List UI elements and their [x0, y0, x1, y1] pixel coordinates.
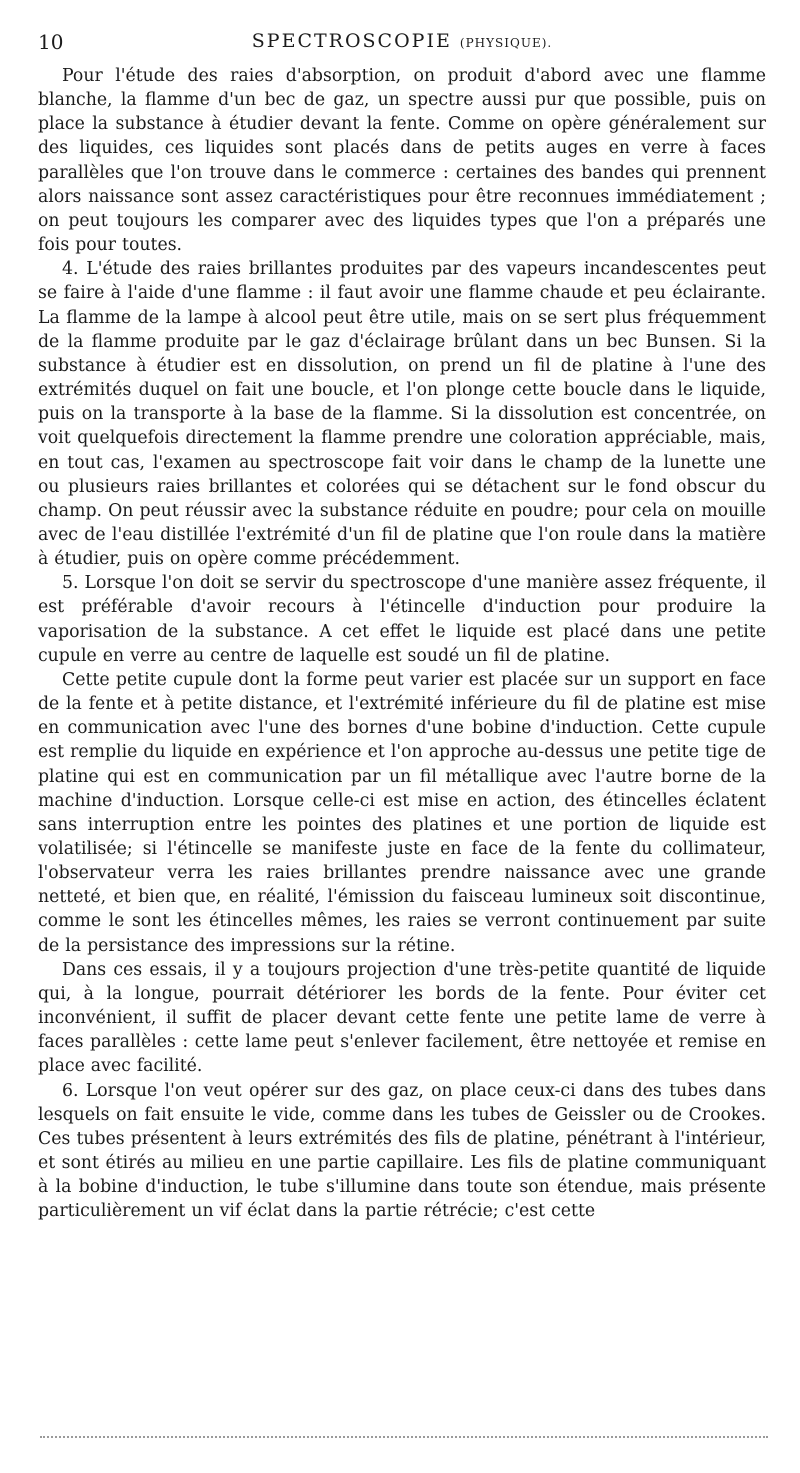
- paragraph-4-flame: 4. L'étude des raies brillantes produites par des vapeurs incandescentes peut se faire à l'aide d'une flamme : il faut avoir une flamme chaude et peu éclairante. La flamme de la lampe à alcool peut être utile, mais on se sert plus fréquemment de la flamme produite par le gaz d'éclairage brûlant dans un bec Bunsen. Si la substance à étudier est en dissolution, on prend un fil de platine à l'une des extrémités duquel on fait une boucle, et l'on plonge cette boucle dans le liquide, puis on la transporte à la base de la flamme. Si la dissolution est concentrée, on voit quelquefois directement la flamme prendre une coloration appréciable, mais, en tout cas, l'examen au spectroscope fait voir dans le champ de la lunette une ou plusieurs raies brillantes et colorées qui se détachent sur le fond obscur du champ. On peut réussir avec la substance réduite en poudre; pour cela on mouille avec de l'eau distillée l'extrémité d'un fil de platine que l'on roule dans la matière à étudier, puis on opère comme précédemment.: [38, 259, 766, 570]
- paragraph-5-induction-spark: 5. Lorsque l'on doit se servir du spectroscope d'une manière assez fréquente, il est préférable d'avoir recours à l'étincelle d'induction pour produire la vaporisation de la substance. A cet effet le liquide est placé dans une petite cupule en verre au centre de laquelle est soudé un fil de platine.: [38, 573, 766, 666]
- paragraph-absorption: Pour l'étude des raies d'absorption, on produit d'abord avec une flamme blanche, la flamme d'un bec de gaz, un spectre aussi pur que possible, puis on place la substance à étudier devant la fente. Comme on opère généralement sur des liquides, ces liquides sont placés dans de petits auges en verre à faces parallèles que l'on trouve dans le commerce : certaines des bandes qui prennent alors naissance sont assez caractéristiques pour être reconnues immédiatement ; on peut toujours les comparer avec des liquides types que l'on a préparés une fois pour toutes.: [38, 66, 766, 256]
- body-text: [38, 64, 766, 1224]
- bottom-rule: [40, 1436, 768, 1438]
- running-title-main: SPECTROSCOPIE: [251, 30, 452, 52]
- running-title-subtitle: (PHYSIQUE).: [459, 36, 553, 50]
- paragraph-projection: Dans ces essais, il y a toujours projection d'une très-petite quantité de liquide qui, à la longue, pourrait détériorer les bords de la fente. Pour éviter cet inconvénient, il suffit de placer devant cette fente une petite lame de verre à faces parallèles : cette lame peut s'enlever facilement, être nettoyée et remise en place avec facilité.: [38, 959, 766, 1077]
- running-head: [38, 28, 766, 62]
- running-title: [38, 30, 766, 52]
- page-number: 10: [38, 30, 64, 54]
- paragraph-6-gases: 6. Lorsque l'on veut opérer sur des gaz, on place ceux-ci dans des tubes dans lesquels on fait ensuite le vide, comme dans les tubes de Geissler ou de Crookes. Ces tubes présentent à leurs extrémités des fils de platine, pénétrant à l'intérieur, et sont étirés au milieu en une partie capillaire. Les fils de platine communiquant à la bobine d'induction, le tube s'illumine dans toute son étendue, mais présente particulièrement un vif éclat dans la partie rétrécie; c'est cette: [38, 1080, 766, 1222]
- paragraph-cupule: Cette petite cupule dont la forme peut varier est placée sur un support en face de la fente et à petite distance, et l'extrémité inférieure du fil de platine est mise en communication avec l'une des bornes d'une bobine d'induction. Cette cupule est remplie du liquide en expérience et l'on approche au-dessus une petite tige de platine qui est en communication par un fil métallique avec l'autre borne de la machine d'induction. Lorsque celle-ci est mise en action, des étincelles éclatent sans interruption entre les pointes des platines et une portion de liquide est volatilisée; si l'étincelle se manifeste juste en face de la fente du collimateur, l'observateur verra les raies brillantes prendre naissance avec une grande netteté, et bien que, en réalité, l'émission du faisceau lumineux soit discontinue, comme le sont les étincelles mêmes, les raies se verront continuement par suite de la persistance des impressions sur la rétine.: [38, 669, 766, 956]
